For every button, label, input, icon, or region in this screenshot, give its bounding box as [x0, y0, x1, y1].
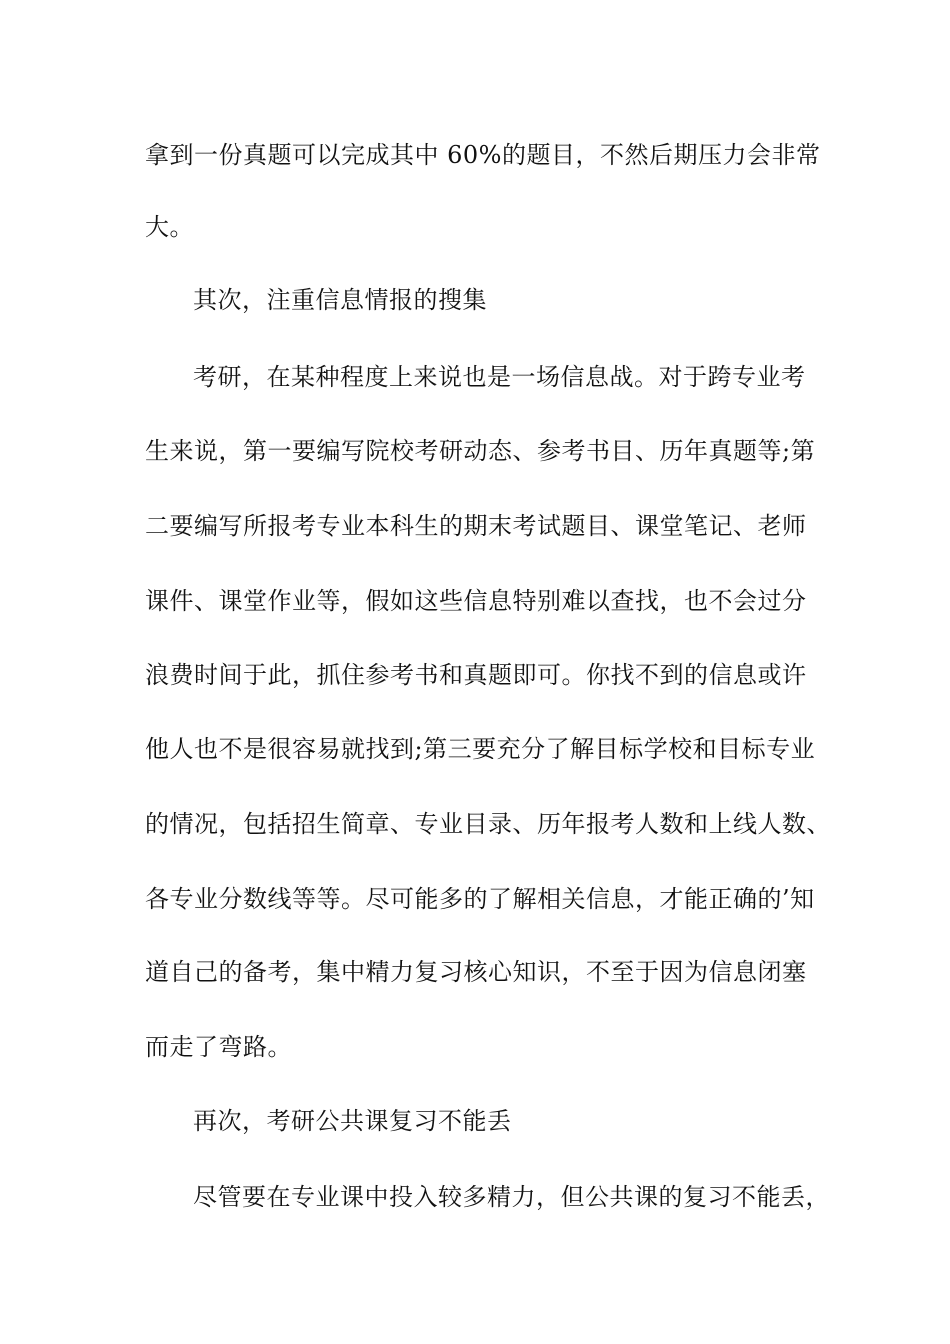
paragraph-line: 尽管要在专业课中投入较多精力，但公共课的复习不能丢， [193, 1183, 830, 1211]
paragraph-line: 他人也不是很容易就找到;第三要充分了解目标学校和目标专业 [145, 735, 816, 763]
paragraph-line: 大。 [145, 213, 194, 241]
paragraph-line: 二要编写所报考专业本科生的期末考试题目、课堂笔记、老师 [145, 512, 807, 540]
paragraph-line: 浪费时间于此，抓住参考书和真题即可。你找不到的信息或许 [145, 661, 807, 689]
paragraph-line: 的情况，包括招生简章、专业目录、历年报考人数和上线人数、 [145, 810, 831, 838]
paragraph-line: 而走了弯路。 [145, 1033, 292, 1061]
paragraph-line: 课件、课堂作业等，假如这些信息特别难以查找，也不会过分 [145, 587, 807, 615]
section-heading: 再次，考研公共课复习不能丢 [193, 1107, 512, 1135]
paragraph-line: 考研，在某种程度上来说也是一场信息战。对于跨专业考 [193, 363, 806, 391]
section-heading: 其次，注重信息情报的搜集 [193, 286, 487, 314]
paragraph-line: 道自己的备考，集中精力复习核心知识，不至于因为信息闭塞 [145, 958, 807, 986]
paragraph-line: 生来说，第一要编写院校考研动态、参考书目、历年真题等;第 [145, 437, 816, 465]
paragraph-line: 拿到一份真题可以完成其中 60%的题目，不然后期压力会非常 [145, 141, 821, 169]
paragraph-line: 各专业分数线等等。尽可能多的了解相关信息，才能正确的’知 [145, 885, 815, 913]
